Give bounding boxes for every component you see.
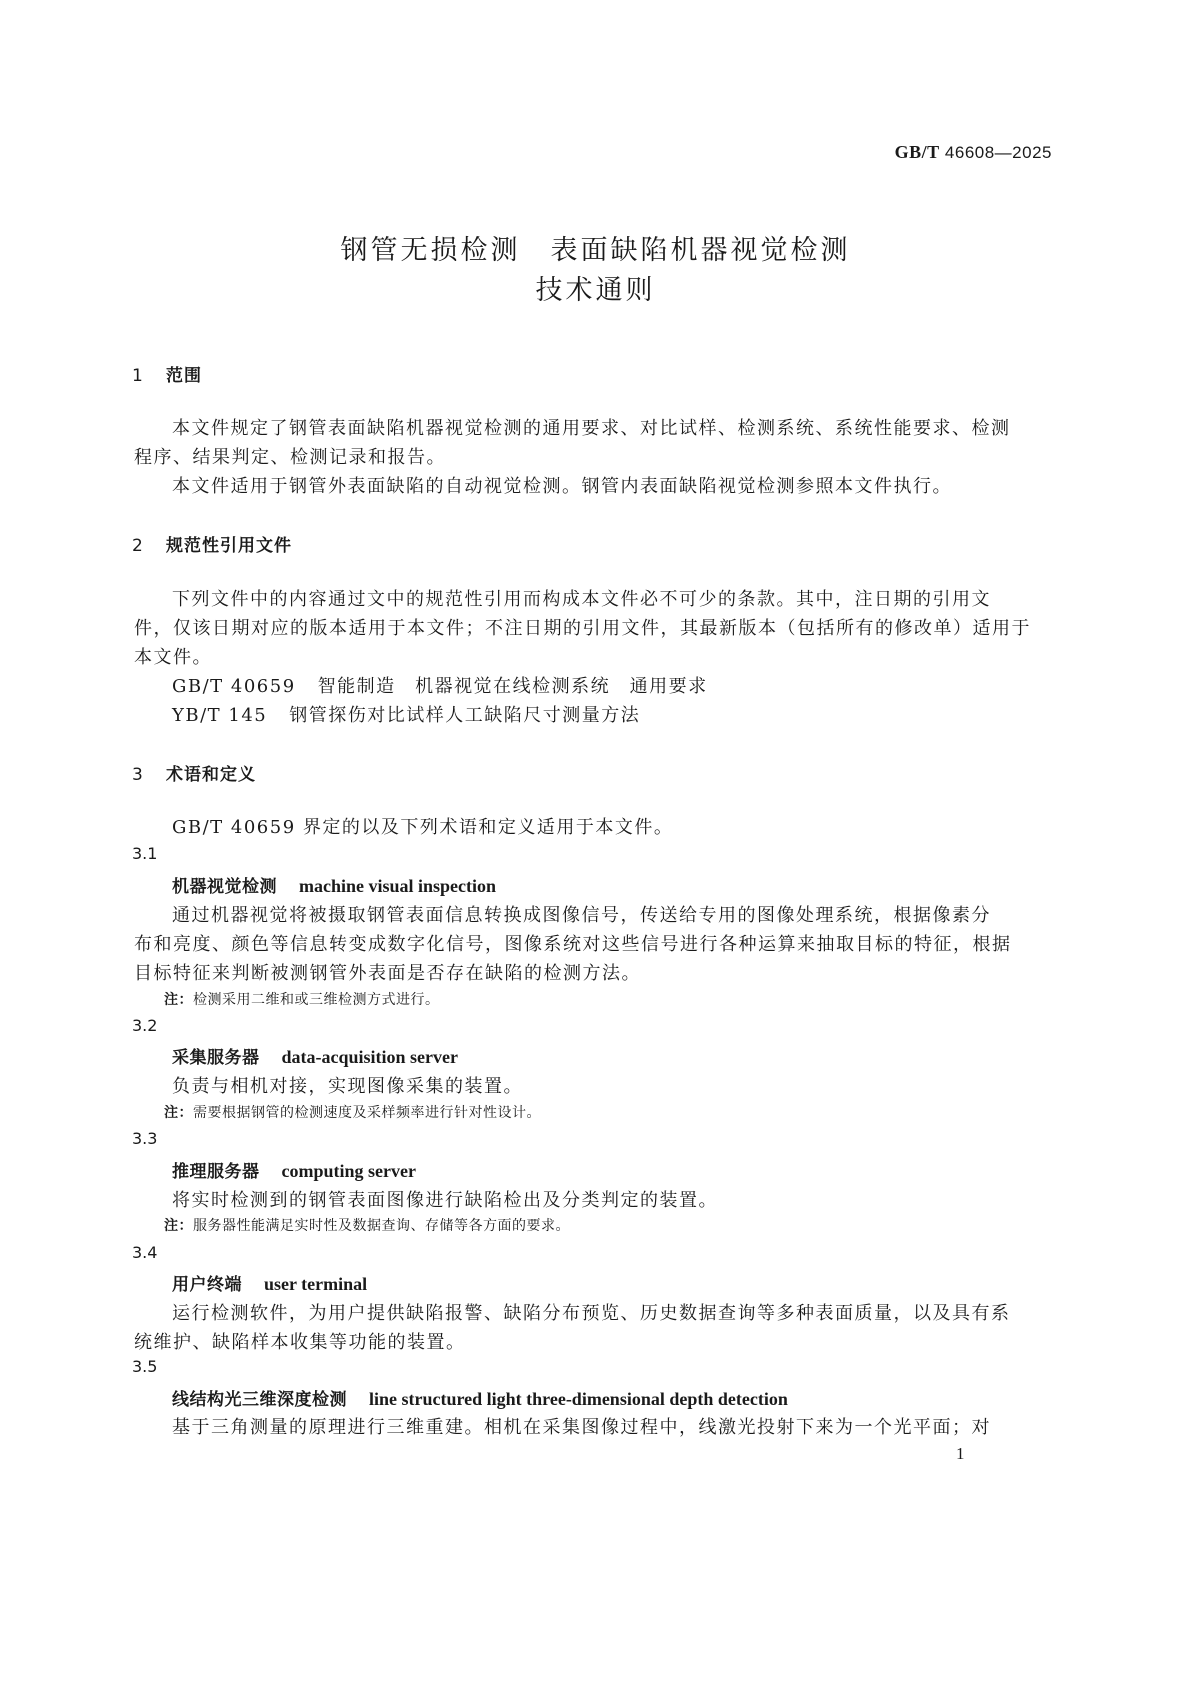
section-number: 2 bbox=[132, 536, 144, 556]
section-heading-terms bbox=[132, 760, 256, 785]
note-text: 服务器性能满足实时性及数据查询、存储等各方面的要求。 bbox=[193, 1218, 570, 1234]
section-number: 1 bbox=[132, 366, 144, 386]
term-number: 3.3 bbox=[132, 1129, 158, 1148]
term-en: line structured light three-dimensional depth detection bbox=[369, 1389, 788, 1409]
page-number: 1 bbox=[956, 1444, 965, 1463]
term-number: 3.4 bbox=[132, 1243, 158, 1262]
reference-item bbox=[172, 672, 708, 698]
term-en: user terminal bbox=[264, 1274, 368, 1294]
references-paragraph-line3: 本文件。 bbox=[134, 647, 212, 668]
term-number: 3.5 bbox=[132, 1357, 158, 1376]
section-title: 规范性引用文件 bbox=[166, 536, 292, 556]
scope-paragraph-line2: 程序、结果判定、检测记录和报告。 bbox=[134, 447, 446, 468]
reference-item bbox=[172, 701, 640, 727]
scope-paragraph-line1: 本文件规定了钢管表面缺陷机器视觉检测的通用要求、对比试样、检测系统、系统性能要求、检测 bbox=[172, 418, 1011, 439]
section-number: 3 bbox=[132, 765, 144, 785]
term-zh: 线结构光三维深度检测 bbox=[172, 1390, 347, 1410]
reference-title: 智能制造 机器视觉在线检测系统 通用要求 bbox=[317, 676, 708, 697]
term-zh: 推理服务器 bbox=[172, 1162, 260, 1182]
term-definition-line: 将实时检测到的钢管表面图像进行缺陷检出及分类判定的装置。 bbox=[172, 1190, 718, 1211]
term-heading bbox=[172, 1385, 788, 1410]
terms-intro: GB/T 40659 界定的以及下列术语和定义适用于本文件。 bbox=[172, 817, 674, 838]
term-definition-line: 目标特征来判断被测钢管外表面是否存在缺陷的检测方法。 bbox=[134, 963, 641, 984]
term-heading bbox=[172, 1270, 367, 1295]
section-heading-references bbox=[132, 531, 292, 556]
note-text: 需要根据钢管的检测速度及采样频率进行针对性设计。 bbox=[193, 1105, 541, 1121]
standard-code: 46608—2025 bbox=[944, 143, 1052, 162]
term-definition-line: 统维护、缺陷样本收集等功能的装置。 bbox=[134, 1332, 466, 1353]
reference-code: YB/T 145 bbox=[172, 705, 268, 726]
section-heading-scope bbox=[132, 361, 202, 386]
document-title-line1: 钢管无损检测 表面缺陷机器视觉检测 bbox=[340, 235, 851, 266]
term-en: computing server bbox=[281, 1161, 416, 1181]
term-heading bbox=[172, 1043, 458, 1068]
term-definition-line: 布和亮度、颜色等信息转变成数字化信号，图像系统对这些信号进行各种运算来抽取目标的特征，根据 bbox=[134, 934, 1012, 955]
term-note bbox=[164, 1215, 570, 1235]
term-zh: 采集服务器 bbox=[172, 1048, 260, 1068]
reference-title: 钢管探伤对比试样人工缺陷尺寸测量方法 bbox=[289, 705, 641, 726]
note-label: 注： bbox=[164, 1105, 193, 1121]
term-number: 3.1 bbox=[132, 844, 158, 863]
references-paragraph-line2: 件，仅该日期对应的版本适用于本文件；不注日期的引用文件，其最新版本（包括所有的修改单）适用于 bbox=[134, 618, 1031, 639]
term-definition-line: 基于三角测量的原理进行三维重建。相机在采集图像过程中，线激光投射下来为一个光平面；对 bbox=[172, 1417, 991, 1438]
term-note bbox=[164, 1102, 541, 1122]
term-en: data-acquisition server bbox=[281, 1047, 458, 1067]
standard-number bbox=[895, 142, 1052, 163]
term-note bbox=[164, 989, 440, 1009]
references-paragraph-line1: 下列文件中的内容通过文中的规范性引用而构成本文件必不可少的条款。其中，注日期的引用文 bbox=[172, 589, 991, 610]
term-heading bbox=[172, 1157, 416, 1182]
term-en: machine visual inspection bbox=[299, 876, 497, 896]
term-definition-line: 负责与相机对接，实现图像采集的装置。 bbox=[172, 1076, 523, 1097]
scope-paragraph-2: 本文件适用于钢管外表面缺陷的自动视觉检测。钢管内表面缺陷视觉检测参照本文件执行。 bbox=[172, 476, 952, 497]
note-label: 注： bbox=[164, 1218, 193, 1234]
term-definition-line: 运行检测软件，为用户提供缺陷报警、缺陷分布预览、历史数据查询等多种表面质量，以及具有系 bbox=[172, 1303, 1011, 1324]
term-number: 3.2 bbox=[132, 1016, 158, 1035]
term-zh: 用户终端 bbox=[172, 1275, 242, 1295]
note-text: 检测采用二维和或三维检测方式进行。 bbox=[193, 992, 440, 1008]
reference-code: GB/T 40659 bbox=[172, 676, 296, 697]
section-title: 术语和定义 bbox=[166, 765, 256, 785]
term-heading bbox=[172, 872, 496, 897]
note-label: 注： bbox=[164, 992, 193, 1008]
term-definition-line: 通过机器视觉将被摄取钢管表面信息转换成图像信号，传送给专用的图像处理系统，根据像素分 bbox=[172, 905, 991, 926]
term-zh: 机器视觉检测 bbox=[172, 877, 277, 897]
document-title-line2: 技术通则 bbox=[535, 275, 656, 306]
standard-prefix: GB/T bbox=[894, 142, 940, 162]
section-title: 范围 bbox=[166, 366, 202, 386]
